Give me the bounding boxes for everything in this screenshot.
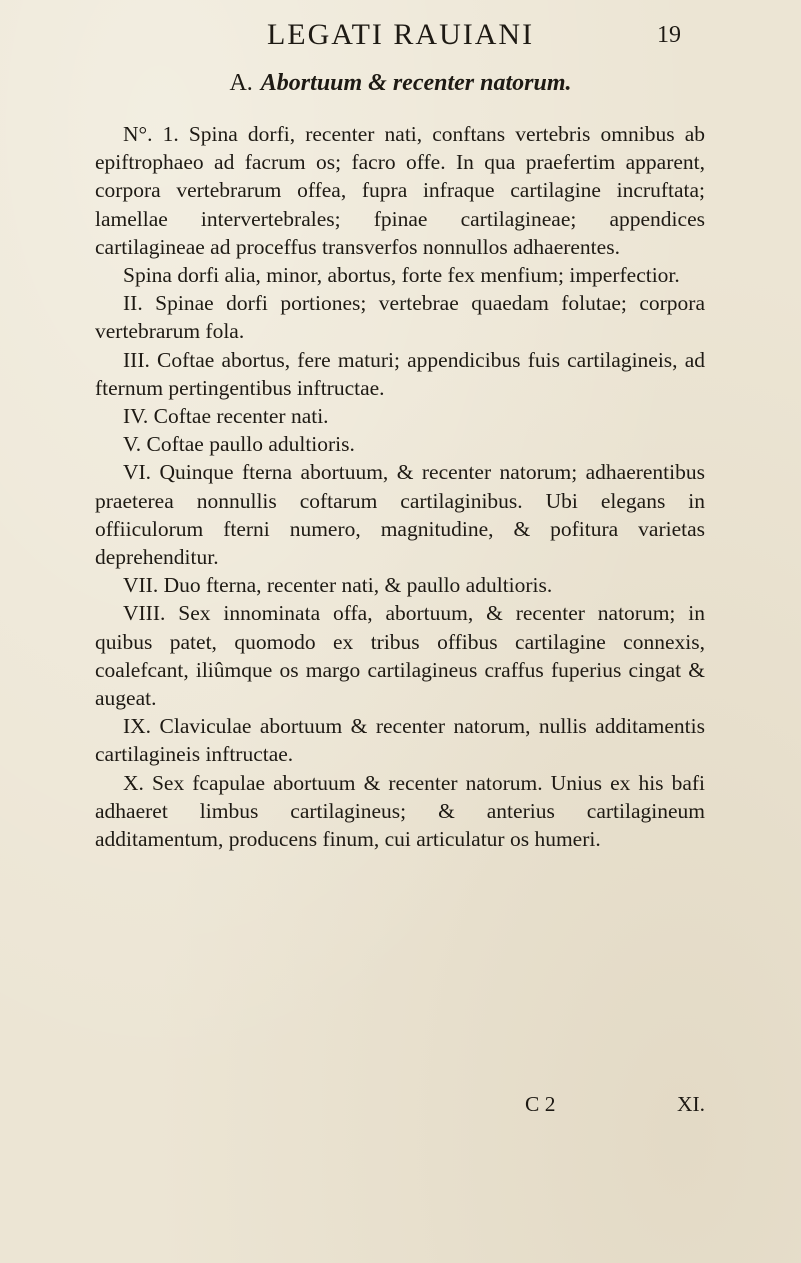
catalog-entry [95,261,705,289]
catalog-entry [95,712,705,768]
entry-number: II. [123,291,143,316]
catalog-entry [95,571,705,599]
body-text [95,120,705,853]
catalog-entry [95,402,705,430]
catchword: XI. [676,1092,705,1116]
catalog-entry [95,599,705,712]
entry-number: VI. [123,460,152,485]
page-number: 19 [657,22,681,48]
entry-text: Sex fcapulae abortuum & recenter natorum. Unius ex his bafi adhaeret limbus cartilagineus; & anterius cartilagineum additamentum, producens finum, cui articulatur os humeri. [95,770,706,852]
section-letter: A. [229,70,253,96]
entry-number: X. [123,770,144,795]
entry-text: Coftae paullo adultioris. [146,432,355,457]
entry-number: VIII. [123,601,166,626]
catalog-entry [95,120,705,261]
entry-number: V. [123,432,142,457]
catalog-entry [95,458,705,571]
entry-text: Spinae dorfi portiones; vertebrae quaedam folutae; corpora vertebrarum fola. [95,291,706,344]
entry-text: Duo fterna, recenter nati, & paullo adultioris. [163,573,553,598]
entry-number: IV. [123,404,149,429]
page-header [0,18,801,58]
entry-text: Spina dorfi, recenter nati, conftans vertebris omnibus ab epiftrophaeo ad facrum os; facro offe. In qua praefertim apparent, corpora vertebrarum offea, fupra infraque cartilagine incruftata; lamellae intervertebrales; fpinae cartilagineae; appendices cartilagineae ad proceffus transverfos nonnullos adhaerentes. [95,122,705,259]
section-title [0,70,801,97]
catalog-entry [95,289,705,345]
page-footer [95,1092,705,1122]
entry-number: III. [123,347,150,372]
entry-text: Coftae recenter nati. [153,404,329,429]
entry-number: IX. [123,714,152,739]
entry-text: Sex innominata offa, abortuum, & recenter natorum; in quibus patet, quomodo ex tribus offibus cartilagine connexis, coalefcant, iliûmque os margo cartilagineus craffus fuperius cingat & augeat. [95,601,705,711]
entry-number: N°. 1. [123,122,179,146]
entry-text: Quinque fterna abortuum, & recenter natorum; adhaerentibus praeterea nonnullis coftarum cartilaginibus. Ubi elegans in offiiculorum fterni numero, magnitudine, & pofitura varietas deprehenditur. [95,460,705,570]
catalog-entry [95,430,705,458]
catalog-entry [95,346,705,402]
catalog-entry [95,769,705,854]
signature-mark: C 2 [525,1092,556,1116]
section-title-text: Abortuum & recenter natorum. [260,70,572,96]
entry-number: VII. [123,573,159,598]
running-head: LEGATI RAUIANI [266,18,535,51]
entry-text: Spina dorfi alia, minor, abortus, forte fex menfium; imperfectior. [123,263,680,288]
entry-text: Claviculae abortuum & recenter natorum, nullis additamentis cartilagineis inftructae. [95,714,705,767]
entry-text: Coftae abortus, fere maturi; appendicibus fuis cartilagineis, ad fternum pertingentibus inftructae. [95,347,705,400]
